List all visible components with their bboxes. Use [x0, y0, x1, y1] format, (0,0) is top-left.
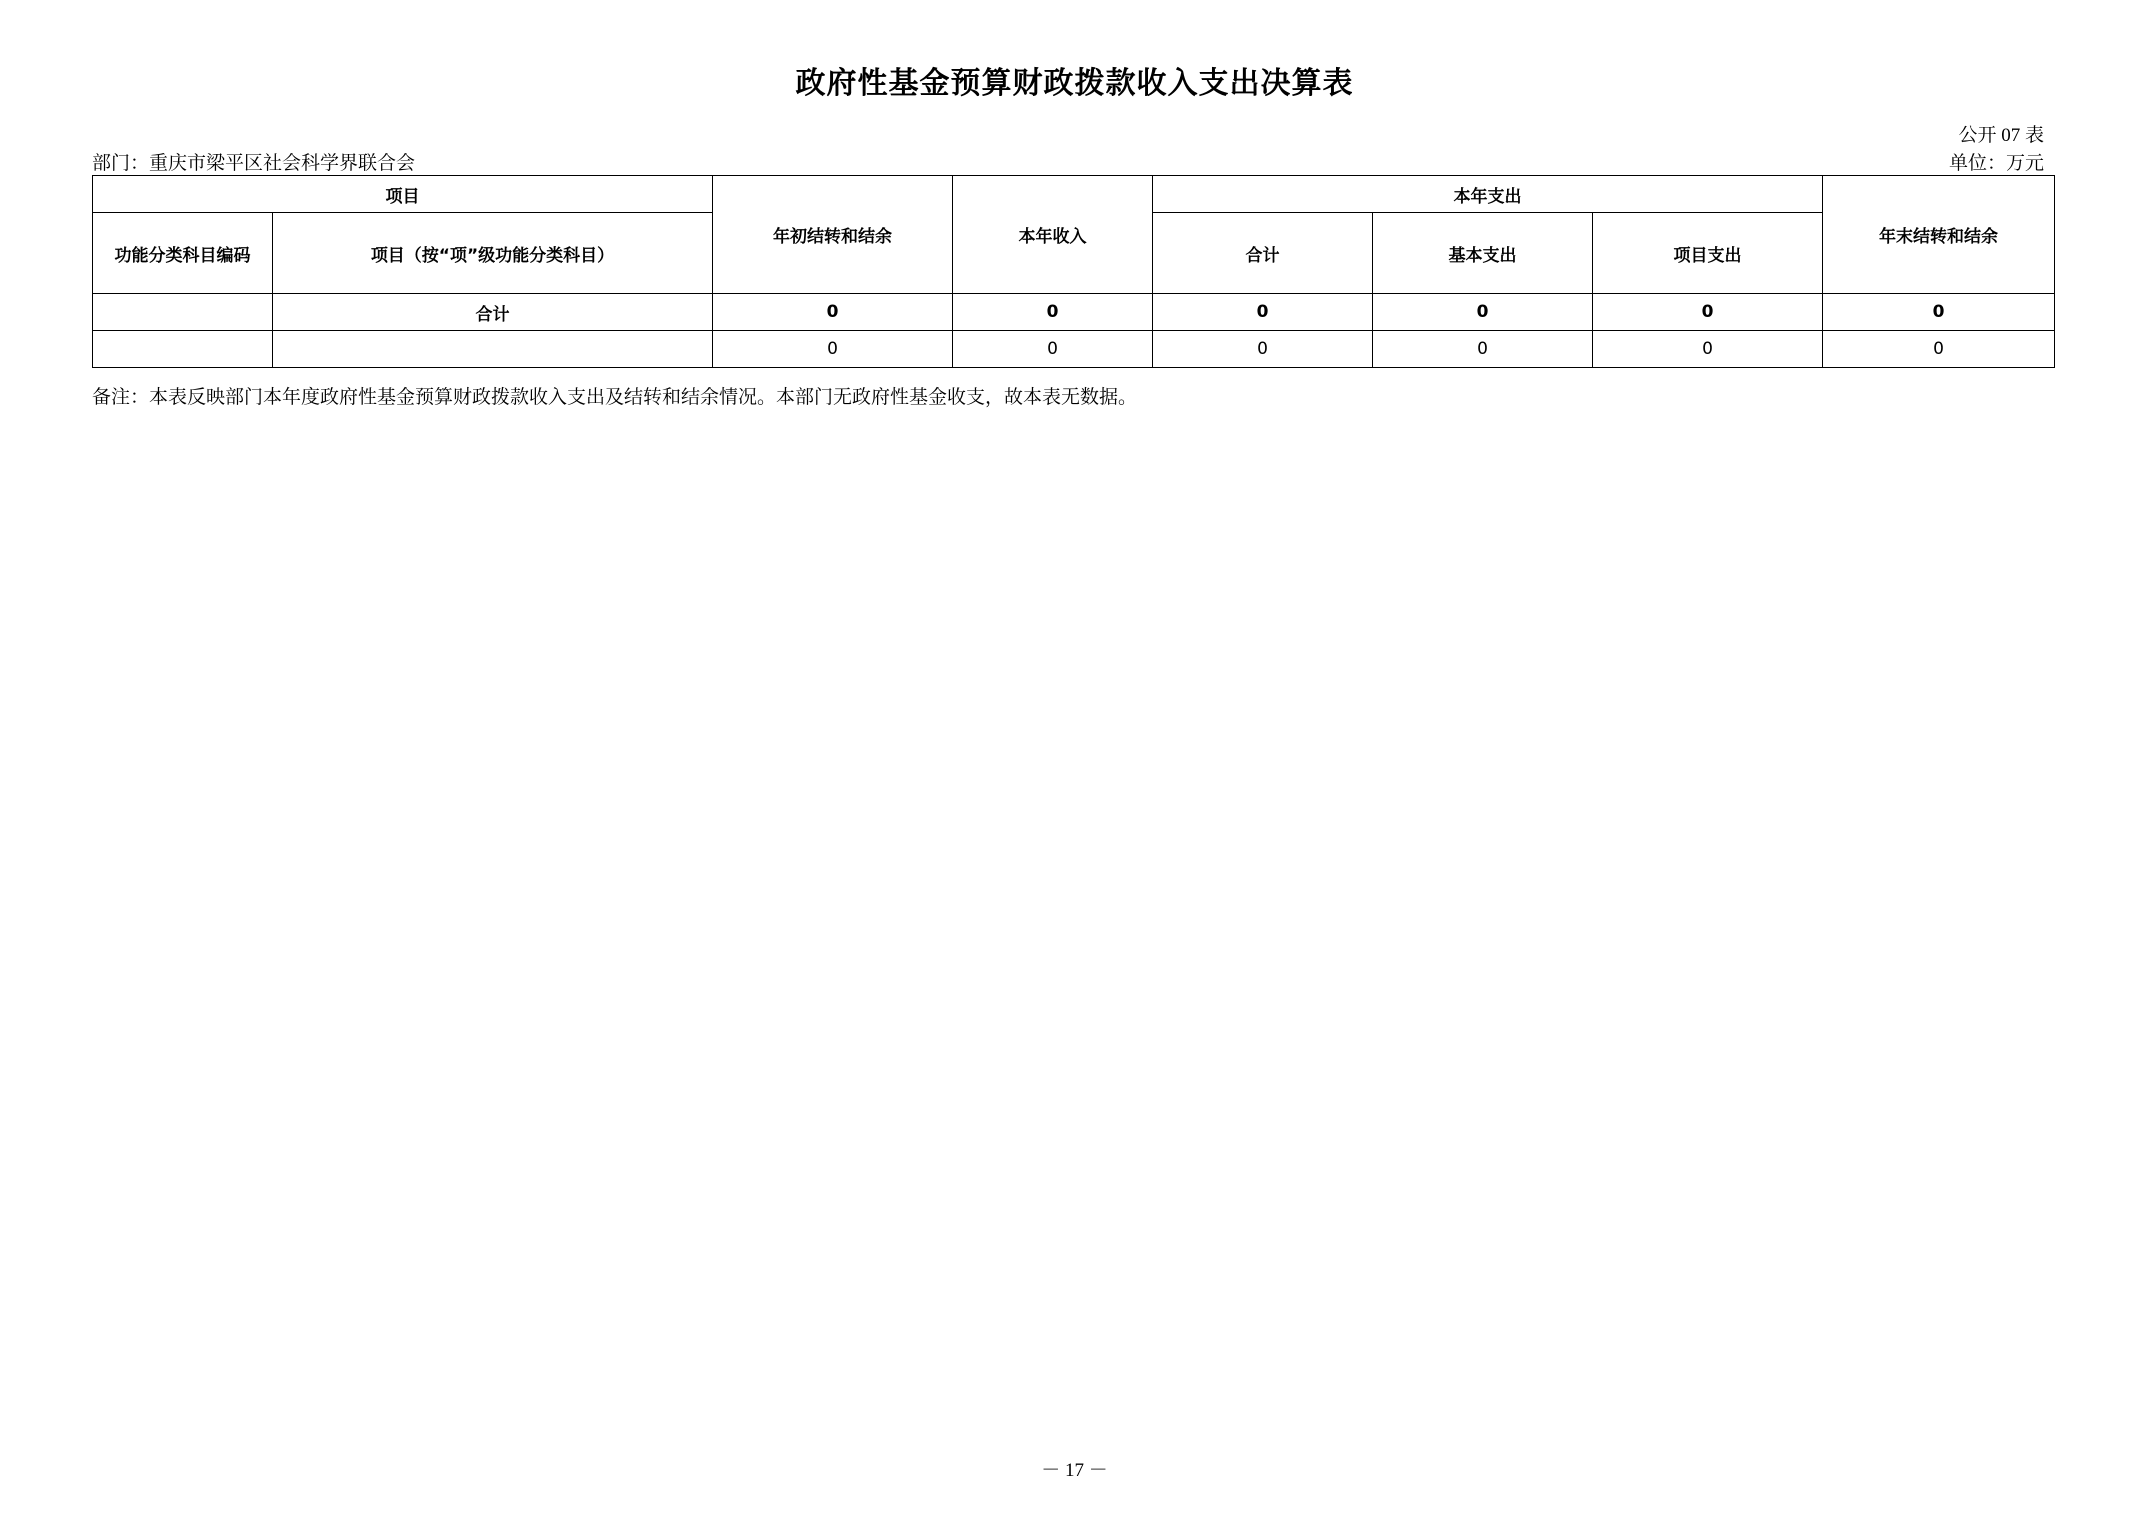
cell-code — [93, 294, 273, 331]
table-row — [93, 294, 2055, 331]
cell-code — [93, 331, 273, 368]
cell-name: 合计 — [273, 294, 713, 331]
cell-year-income: 0 — [953, 331, 1153, 368]
budget-table — [92, 175, 2055, 368]
cell-project-expense: 0 — [1593, 331, 1823, 368]
page-footer: － 17 － — [1041, 1460, 1108, 1481]
cell-name — [273, 331, 713, 368]
header-project-name: 项目（按“项”级功能分类科目） — [273, 213, 713, 294]
header-year-expense-group: 本年支出 — [1153, 176, 1823, 213]
table-row — [93, 331, 2055, 368]
header-begin-balance: 年初结转和结余 — [713, 176, 953, 294]
header-function-code: 功能分类科目编码 — [93, 213, 273, 294]
header-project-expense: 项目支出 — [1593, 213, 1823, 294]
page-title: 政府性基金预算财政拨款收入支出决算表 — [795, 66, 1354, 101]
cell-end-balance: 0 — [1823, 331, 2055, 368]
header-basic-expense: 基本支出 — [1373, 213, 1593, 294]
cell-end-balance: 0 — [1823, 294, 2055, 331]
cell-basic-expense: 0 — [1373, 331, 1593, 368]
cell-expense-total: 0 — [1153, 294, 1373, 331]
table-note: 备注：本表反映部门本年度政府性基金预算财政拨款收入支出及结转和结余情况。本部门无政府性基金收支，故本表无数据。 — [92, 387, 1138, 408]
cell-begin-balance: 0 — [713, 294, 953, 331]
cell-project-expense: 0 — [1593, 294, 1823, 331]
department-label: 部门：重庆市梁平区社会科学界联合会 — [92, 153, 416, 174]
cell-expense-total: 0 — [1153, 331, 1373, 368]
cell-begin-balance: 0 — [713, 331, 953, 368]
unit-label: 单位：万元 — [1948, 153, 2044, 174]
header-year-income: 本年收入 — [953, 176, 1153, 294]
table-number-label: 公开 07 表 — [1958, 125, 2044, 146]
header-project-group: 项目 — [93, 176, 713, 213]
cell-basic-expense: 0 — [1373, 294, 1593, 331]
header-expense-total: 合计 — [1153, 213, 1373, 294]
cell-year-income: 0 — [953, 294, 1153, 331]
header-end-balance: 年末结转和结余 — [1823, 176, 2055, 294]
table-header-row-top — [93, 176, 2055, 213]
